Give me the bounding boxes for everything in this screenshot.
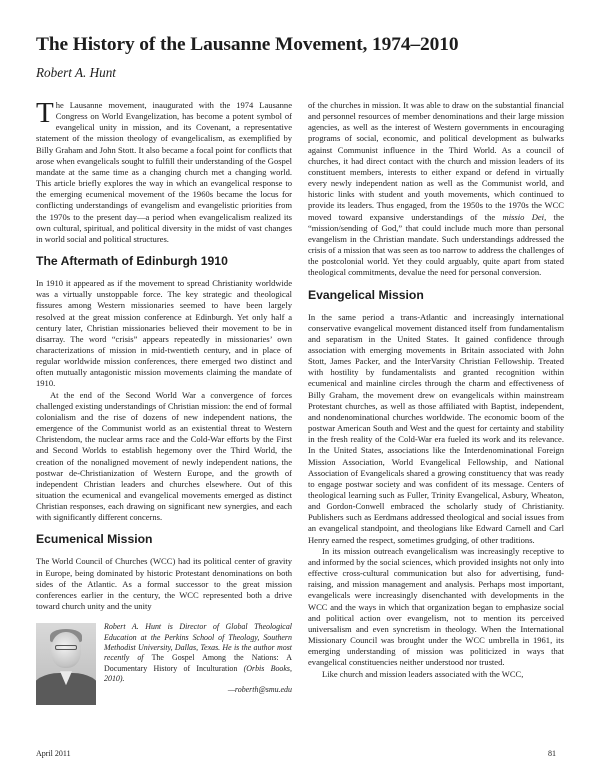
article-title: The History of the Lausanne Movement, 1974–2010 — [36, 34, 459, 55]
right-column — [308, 100, 564, 680]
section-heading-ecumenical: Ecumenical Mission — [36, 532, 153, 547]
author-email[interactable]: —roberth@smu.edu — [227, 684, 292, 694]
wcc-continued-text: of the churches in mission. It was able to draw on the substantial financial and personnel resources of member denominations and their large mission agencies, as well as the interest of Western governments in encouraging programs of social, economic, and political development as bulwarks against Communist influence in the Third World. As a council of churches, it had direct contact with the church and mission leaders of its constituent members, interests to either expand or defend in virtually every newly independent nation as well as the Communist world, and historic links with student and youth movements, which continued to provide its leaders. Thus engaged, from the 1950s to the 1970s the WCC moved toward expansive understandings of the — [308, 100, 564, 222]
article-author: Robert A. Hunt — [36, 65, 116, 80]
author-photo — [36, 623, 96, 705]
paragraph-wcc-continued — [308, 100, 564, 279]
section-heading-evangelical: Evangelical Mission — [308, 287, 424, 302]
drop-cap: T — [36, 97, 54, 129]
intro-paragraph — [36, 97, 292, 245]
intro-text: he Lausanne movement, inaugurated with the 1974 Lausanne Congress on World Evangelization, has become a potent symbol of evangelical unity in mission, and its Covenant, a representative statement of the mission theology of evangelicalism, as exemplified by Billy Graham and John Stott. It also became a focal point for conflicts that arose when evangelicals sought to fulfill their understanding of the Gospel mandate at the same time as a changing church met a changing world. This article briefly explores the way in which an evangelical response to the emerging ecumenical movement of the 1960s became the locus for conflicting understandings of evangelism and evangelistic priorities from the 1970s to the present day—a period when evangelicalism realized its own cultural, spiritual, and political diversity in the midst of vast changes in world social and political structures. — [36, 100, 292, 244]
section-heading-edinburgh: The Aftermath of Edinburgh 1910 — [36, 254, 228, 269]
bio-publisher: (Orbis Books, 2010). — [104, 663, 292, 684]
missio-dei-term: missio Dei — [502, 211, 545, 222]
wcc-continued-end: , the “mission/sending of God,” that could include much more than personal evangelism in the Christian mandate. Such understandings addressed the crisis of a mission that was seen as too narrow to address the challenges of the postcolonial world. Yet they could arguably, quite apart from stated theological commitments, devalue the need for personal conversion. — [308, 211, 564, 278]
left-column — [36, 97, 292, 740]
paragraph-1910: In 1910 it appeared as if the movement to spread Christianity worldwide was a virtually unstoppable force. The key strategic and theological fissures among Western missionaries seemed to have been largely resolved at the great mission conference at Edinburgh. Yet only half a century later, Christian missionaries believed their movement to be in disarray. The word “crisis” appears repeatedly in missionaries’ own characterizations of mission in mid-twentieth century, and in place of regular worldwide mission conferences, there emerged two distinct and often mutually antagonistic mission movements claiming the mandate of 1910. — [36, 278, 292, 389]
author-bio-text — [104, 622, 292, 695]
paragraph-last: Like church and mission leaders associated with the WCC, — [322, 668, 524, 679]
bio-intro: Robert A. Hunt is Director of Global Theological Education at the Perkins School of Theology, Southern Methodist University, Dallas, Texas. He is the author most recently of — [104, 622, 292, 663]
page-number: 81 — [548, 749, 556, 758]
author-bio — [36, 622, 292, 740]
bio-book-title: The Gospel Among the Nations: A Documentary History of Inculturation — [104, 653, 292, 673]
paragraph-evangelical: In the same period a trans-Atlantic and increasingly international conservative evangelical movement distanced itself from fundamentalism and separatism in the United States. It gained confidence through association with emerging movements in Britain associated with John Stott, James Packer, and the InterVarsity Christian Fellowship. Treated with hostility by fundamentalists and granted recognition within ecumenical and mainline circles through the charm and effectiveness of Billy Graham, the movement drew on evangelicals within mainstream Protestant churches, as well as those affiliated with Baptist, independent, and nondenominational churches worldwide. The economic boom of the postwar American South and West and the quest for certainty and stability in the fresh reality of the Cold-War era fueled its work and its relevance. In the United States, associations like the Interdenominational Foreign Mission Association, World Evangelical Fellowship, and National Association of Evangelicals shared a growing constituency that was ready to engage postwar society and was confident of its message. Centers of theological learning such as Fuller, Trinity Evangelical, Asbury, Wheaton, and Gordon-Conwell embraced the scholarly study of Christianity. Publishers such as Eerdmans addressed theological and social issues from an evangelical standpoint, and theologians like Edward Carnell and Carl Henry earned the respect, sometimes grudging, of other traditions. — [308, 311, 564, 545]
paragraph-wcc: The World Council of Churches (WCC) had its political center of gravity in Europe, being dominated by historic Protestant denominations on both sides of the Atlantic. As a formal successor to the great mission conferences earlier in the century, the WCC represented both a drive toward church unity and the unity — [36, 556, 292, 612]
paragraph-ww2: At the end of the Second World War a convergence of forces challenged existing understandings of Christian mission: the end of formal colonialism and the rise of dozens of new independent nations, the emergence of the Communist world as an existential threat to Western Christendom, the nuclear arms race and the Cold-War efforts by the First and Second Worlds to establish hegemony over the Third World, the creation of the nonaligned movement of newly independent nations, the postwar de-Christianization of Western Europe, and the growth of independent Christian leaders and churches elsewhere. Out of this situation the ecumenical and evangelical movements emerged as distinct Christian responses, each drawing on significant new synergies, and each with significantly different concerns. — [36, 389, 292, 523]
paragraph-outreach: In its mission outreach evangelicalism was increasingly receptive to and informed by the social sciences, which provided insights not only into effective cross-cultural communication but also for advertising, fund-raising, and mission management and analysis. Perhaps most important, evangelicals were increasingly disenchanted with developments in the WCC and the ways in which that organization began to emphasize social and political action over evangelism, not to mention its perceived universalism and even syncretism in theology. When the International Missionary Council was brought under the WCC umbrella in 1961, its emerging understanding of mission was politicized in ways that evangelical constituencies neither understood nor trusted. — [308, 545, 564, 668]
footer-date: April 2011 — [36, 749, 71, 758]
